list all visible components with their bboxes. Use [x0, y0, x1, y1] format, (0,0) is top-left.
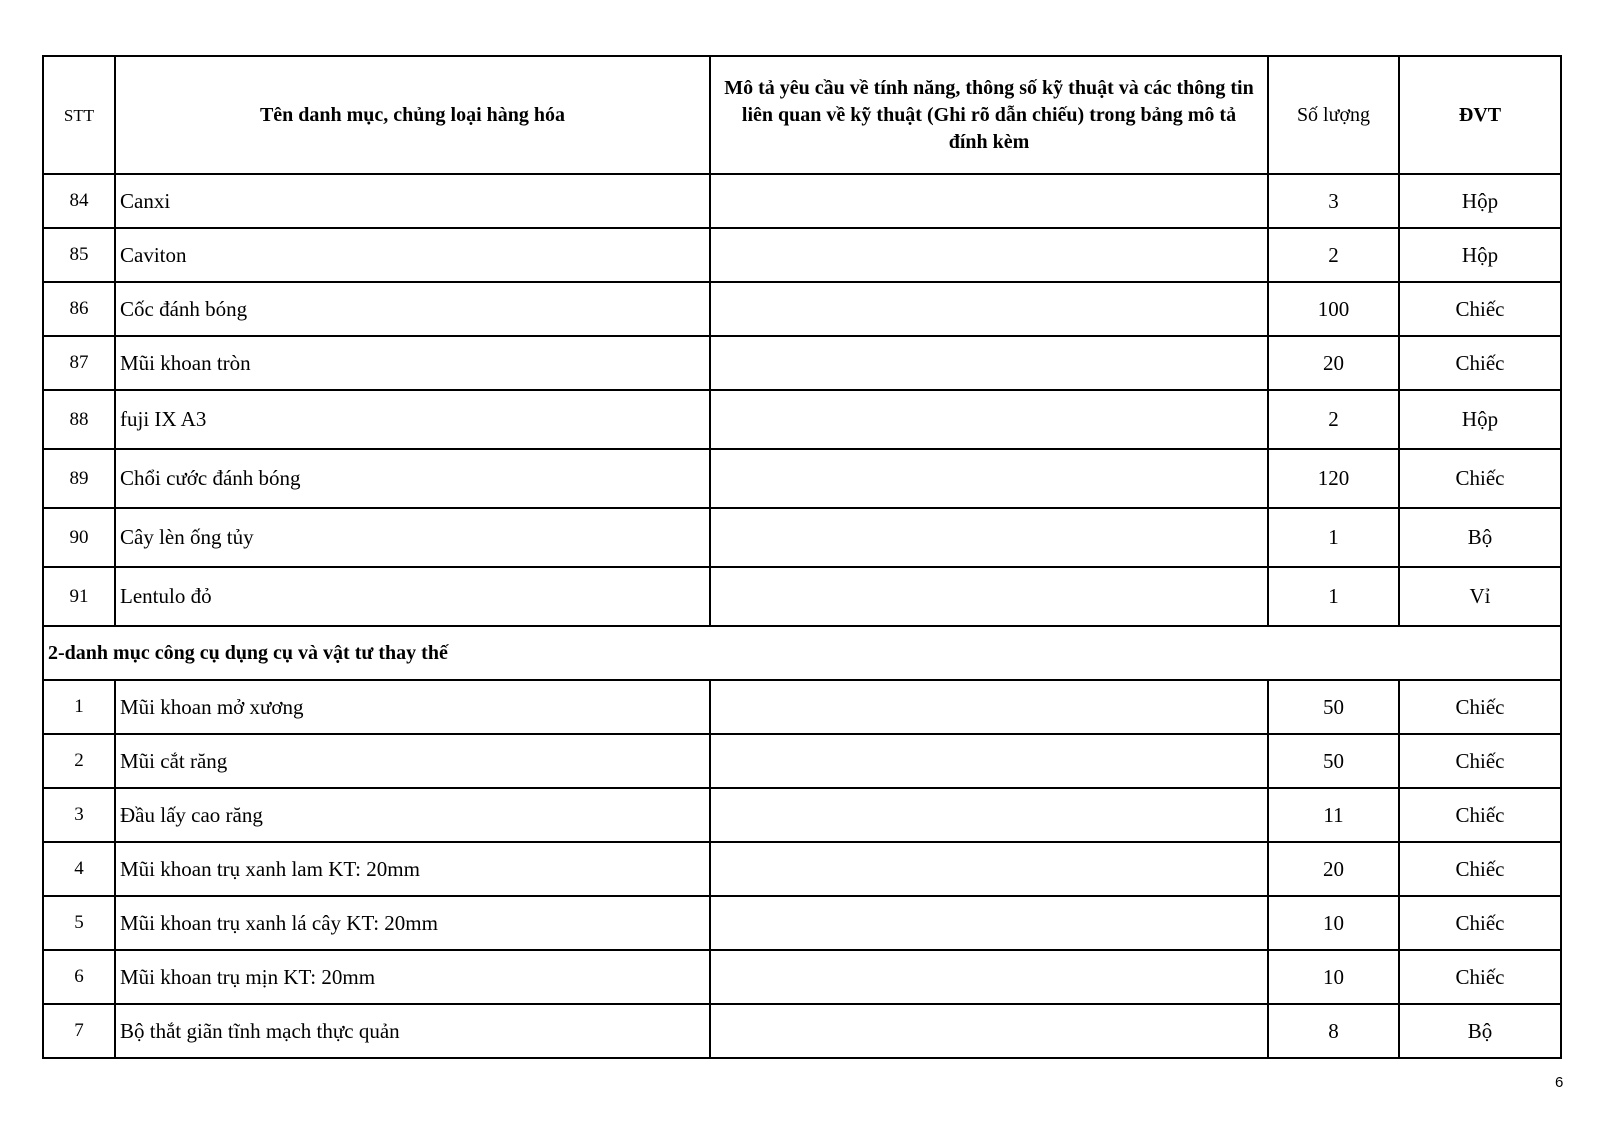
header-description: Mô tả yêu cầu về tính năng, thông số kỹ thuật và các thông tin liên quan về kỹ thuật (Ghi rõ dẫn chiếu) trong bảng mô tả đính kèm	[710, 56, 1268, 174]
table-row	[43, 734, 1561, 788]
cell-quantity: 10	[1268, 950, 1399, 1004]
cell-description	[710, 282, 1268, 336]
table-row	[43, 1004, 1561, 1058]
cell-description	[710, 680, 1268, 734]
cell-item-name: Mũi cắt răng	[115, 734, 710, 788]
cell-description	[710, 449, 1268, 508]
cell-item-name: Bộ thắt giãn tĩnh mạch thực quản	[115, 1004, 710, 1058]
cell-stt: 85	[43, 228, 115, 282]
table-row	[43, 449, 1561, 508]
cell-unit: Chiếc	[1399, 896, 1561, 950]
cell-unit: Hộp	[1399, 228, 1561, 282]
cell-stt: 1	[43, 680, 115, 734]
cell-item-name: Cốc đánh bóng	[115, 282, 710, 336]
cell-item-name: Mũi khoan trụ xanh lam KT: 20mm	[115, 842, 710, 896]
cell-item-name: Đầu lấy cao răng	[115, 788, 710, 842]
header-quantity: Số lượng	[1268, 56, 1399, 174]
cell-description	[710, 174, 1268, 228]
cell-description	[710, 336, 1268, 390]
cell-stt: 86	[43, 282, 115, 336]
cell-quantity: 120	[1268, 449, 1399, 508]
cell-quantity: 8	[1268, 1004, 1399, 1058]
table-row	[43, 950, 1561, 1004]
table-row	[43, 788, 1561, 842]
cell-item-name: fuji IX A3	[115, 390, 710, 449]
cell-item-name: Canxi	[115, 174, 710, 228]
cell-quantity: 2	[1268, 228, 1399, 282]
table-row	[43, 282, 1561, 336]
cell-description	[710, 896, 1268, 950]
cell-description	[710, 788, 1268, 842]
cell-description	[710, 390, 1268, 449]
cell-item-name: Mũi khoan mở xương	[115, 680, 710, 734]
cell-unit: Hộp	[1399, 390, 1561, 449]
cell-description	[710, 1004, 1268, 1058]
section-row	[43, 626, 1561, 680]
cell-unit: Chiếc	[1399, 282, 1561, 336]
cell-item-name: Lentulo đỏ	[115, 567, 710, 626]
table-row	[43, 842, 1561, 896]
cell-description	[710, 508, 1268, 567]
cell-quantity: 50	[1268, 734, 1399, 788]
header-stt: STT	[43, 56, 115, 174]
cell-description	[710, 734, 1268, 788]
table-row	[43, 508, 1561, 567]
cell-unit: Hộp	[1399, 174, 1561, 228]
cell-description	[710, 228, 1268, 282]
goods-table	[42, 55, 1562, 1059]
cell-unit: Chiếc	[1399, 680, 1561, 734]
cell-quantity: 1	[1268, 508, 1399, 567]
table-row	[43, 567, 1561, 626]
cell-unit: Chiếc	[1399, 449, 1561, 508]
cell-stt: 87	[43, 336, 115, 390]
cell-stt: 5	[43, 896, 115, 950]
cell-unit: Chiếc	[1399, 788, 1561, 842]
cell-quantity: 3	[1268, 174, 1399, 228]
table-header-row	[43, 56, 1561, 174]
cell-stt: 3	[43, 788, 115, 842]
cell-quantity: 50	[1268, 680, 1399, 734]
table-row	[43, 336, 1561, 390]
header-item-name: Tên danh mục, chủng loại hàng hóa	[115, 56, 710, 174]
cell-quantity: 2	[1268, 390, 1399, 449]
table-row	[43, 896, 1561, 950]
cell-unit: Chiếc	[1399, 842, 1561, 896]
cell-stt: 7	[43, 1004, 115, 1058]
header-unit: ĐVT	[1399, 56, 1561, 174]
table-row	[43, 174, 1561, 228]
cell-stt: 91	[43, 567, 115, 626]
cell-stt: 84	[43, 174, 115, 228]
cell-stt: 6	[43, 950, 115, 1004]
cell-quantity: 20	[1268, 336, 1399, 390]
cell-item-name: Mũi khoan trụ xanh lá cây KT: 20mm	[115, 896, 710, 950]
table-row	[43, 680, 1561, 734]
cell-item-name: Caviton	[115, 228, 710, 282]
cell-stt: 89	[43, 449, 115, 508]
cell-unit: Chiếc	[1399, 336, 1561, 390]
table-row	[43, 228, 1561, 282]
cell-quantity: 10	[1268, 896, 1399, 950]
cell-description	[710, 842, 1268, 896]
cell-quantity: 1	[1268, 567, 1399, 626]
cell-quantity: 20	[1268, 842, 1399, 896]
cell-quantity: 11	[1268, 788, 1399, 842]
cell-item-name: Mũi khoan trụ mịn KT: 20mm	[115, 950, 710, 1004]
section-title: 2-danh mục công cụ dụng cụ và vật tư thay thế	[43, 626, 1561, 680]
cell-stt: 2	[43, 734, 115, 788]
cell-stt: 90	[43, 508, 115, 567]
cell-quantity: 100	[1268, 282, 1399, 336]
cell-item-name: Chổi cước đánh bóng	[115, 449, 710, 508]
cell-description	[710, 567, 1268, 626]
cell-unit: Vỉ	[1399, 567, 1561, 626]
cell-item-name: Mũi khoan tròn	[115, 336, 710, 390]
cell-unit: Chiếc	[1399, 734, 1561, 788]
table-row	[43, 390, 1561, 449]
cell-unit: Bộ	[1399, 508, 1561, 567]
cell-stt: 88	[43, 390, 115, 449]
cell-unit: Bộ	[1399, 1004, 1561, 1058]
page-number: 6	[1555, 1074, 1564, 1091]
cell-description	[710, 950, 1268, 1004]
cell-unit: Chiếc	[1399, 950, 1561, 1004]
cell-stt: 4	[43, 842, 115, 896]
cell-item-name: Cây lèn ống tủy	[115, 508, 710, 567]
